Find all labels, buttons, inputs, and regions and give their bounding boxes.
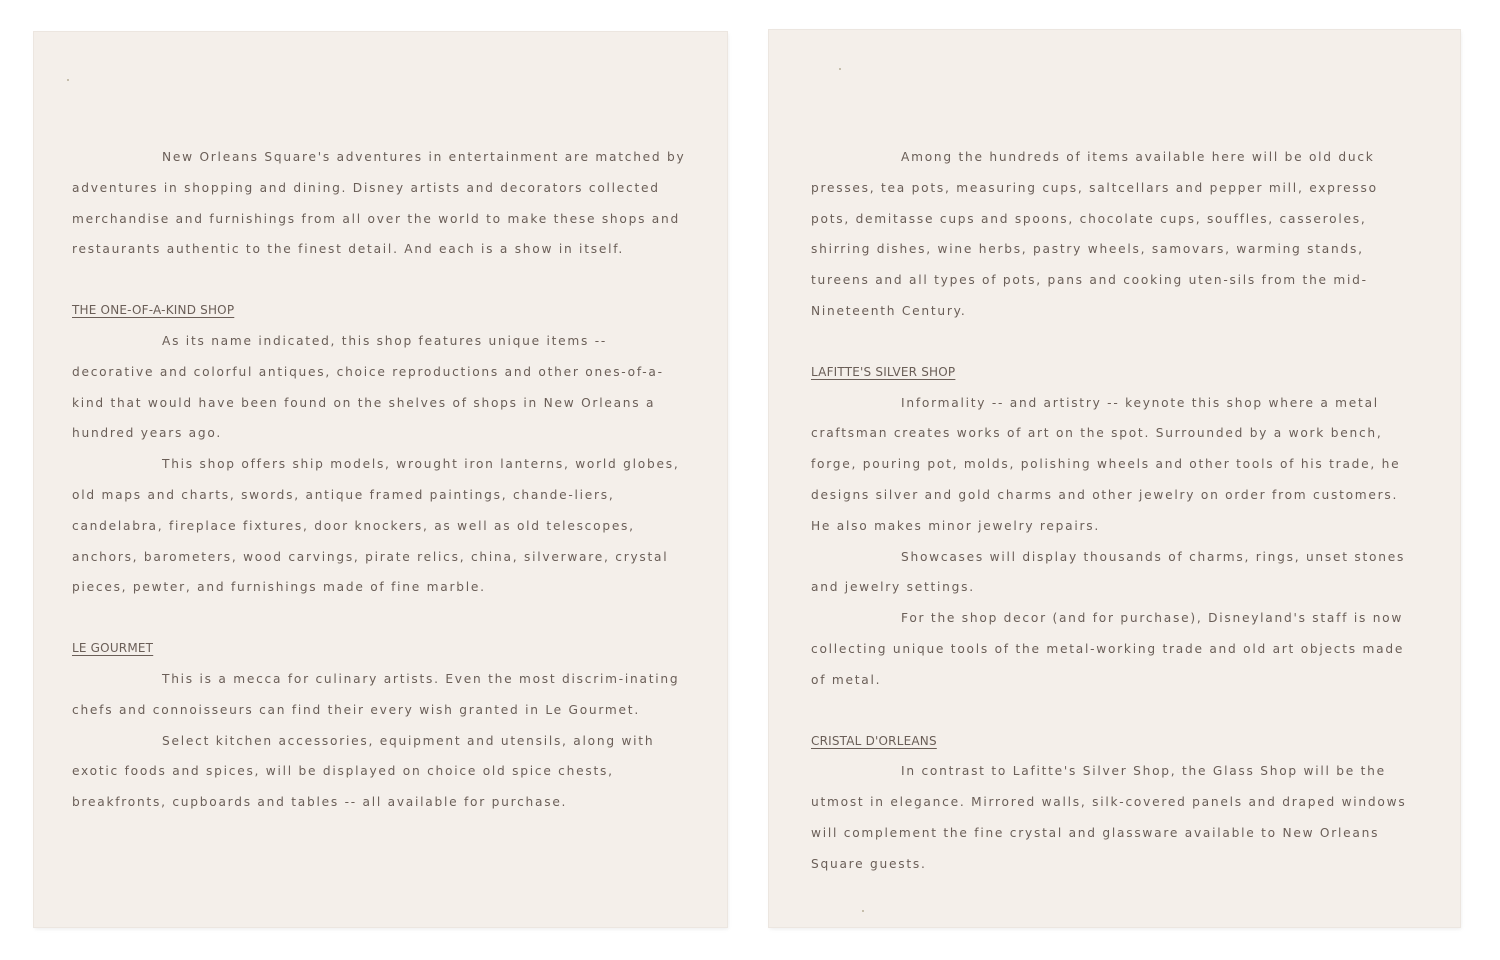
heading-cristal-dorleans: CRISTAL D'ORLEANS [811, 733, 937, 748]
heading-one-of-a-kind-shop: THE ONE-OF-A-KIND SHOP [72, 303, 235, 318]
left-page-text [34, 32, 727, 818]
cristal-dorleans-paragraph-1: In contrast to Lafitte's Silver Shop, the Glass Shop will be the utmost in elegance. Mirrored walls, silk-covered panels and draped windows will complement the fine crystal and glassware available to New Orleans Square guests. [811, 764, 1407, 871]
one-of-a-kind-paragraph-2: This shop offers ship models, wrought iron lanterns, world globes, old maps and charts, swords, antique framed paintings, chande-liers, candelabra, fireplace fixtures, door knockers, as well as old telescopes, anchors, barometers, wood carvings, pirate relics, china, silverware, crystal pieces, pewter, and furnishings made of fine marble. [72, 457, 680, 595]
left-document-page [34, 32, 727, 927]
silver-shop-paragraph-3: For the shop decor (and for purchase), Disneyland's staff is now collecting unique tools of the metal-working trade and old art objects made of metal. [811, 611, 1405, 687]
le-gourmet-paragraph-1: This is a mecca for culinary artists. Even the most discrim-inating chefs and connoisseurs can find their every wish granted in Le Gourmet. [72, 671, 680, 717]
le-gourmet-paragraph-2: Select kitchen accessories, equipment and utensils, along with exotic foods and spices, will be displayed on choice old spice chests, breakfronts, cupboards and tables -- all available for purchase. [72, 733, 655, 810]
paper-speck [862, 910, 864, 912]
silver-shop-paragraph-1: Informality -- and artistry -- keynote this shop where a metal craftsman creates works of art on the spot. Surrounded by a work bench, forge, pouring pot, molds, polishing wheels and other tools of his trade, he designs silver and gold charms and other jewelry on order from customers. He also makes minor jewelry repairs. [811, 395, 1401, 533]
silver-shop-paragraph-2: Showcases will display thousands of charms, rings, unset stones and jewelry settings. [811, 549, 1406, 595]
right-document-page [769, 30, 1460, 927]
right-page-text [769, 30, 1460, 880]
intro-paragraph: New Orleans Square's adventures in entertainment are matched by adventures in shopping and dining. Disney artists and decorators collected merchandise and furnishings from all over the world to make these shops and restaurants authentic to the finest detail. And each is a show in itself. [72, 150, 686, 257]
heading-lafittes-silver-shop: LAFITTE'S SILVER SHOP [811, 364, 956, 379]
intro-paragraph: Among the hundreds of items available here will be old duck presses, tea pots, measuring cups, saltcellars and pepper mill, expresso pots, demitasse cups and spoons, chocolate cups, souffles, casseroles, shirring dishes, wine herbs, pastry wheels, samovars, warming stands, tureens and all types of pots, pans and cooking uten-sils from the mid-Nineteenth Century. [811, 150, 1378, 318]
heading-le-gourmet: LE GOURMET [72, 641, 154, 656]
one-of-a-kind-paragraph-1: As its name indicated, this shop features unique items -- decorative and colorful antiques, choice reproductions and other ones-of-a-kind that would have been found on the shelves of shops in New Orleans a hundred years ago. [72, 333, 664, 441]
